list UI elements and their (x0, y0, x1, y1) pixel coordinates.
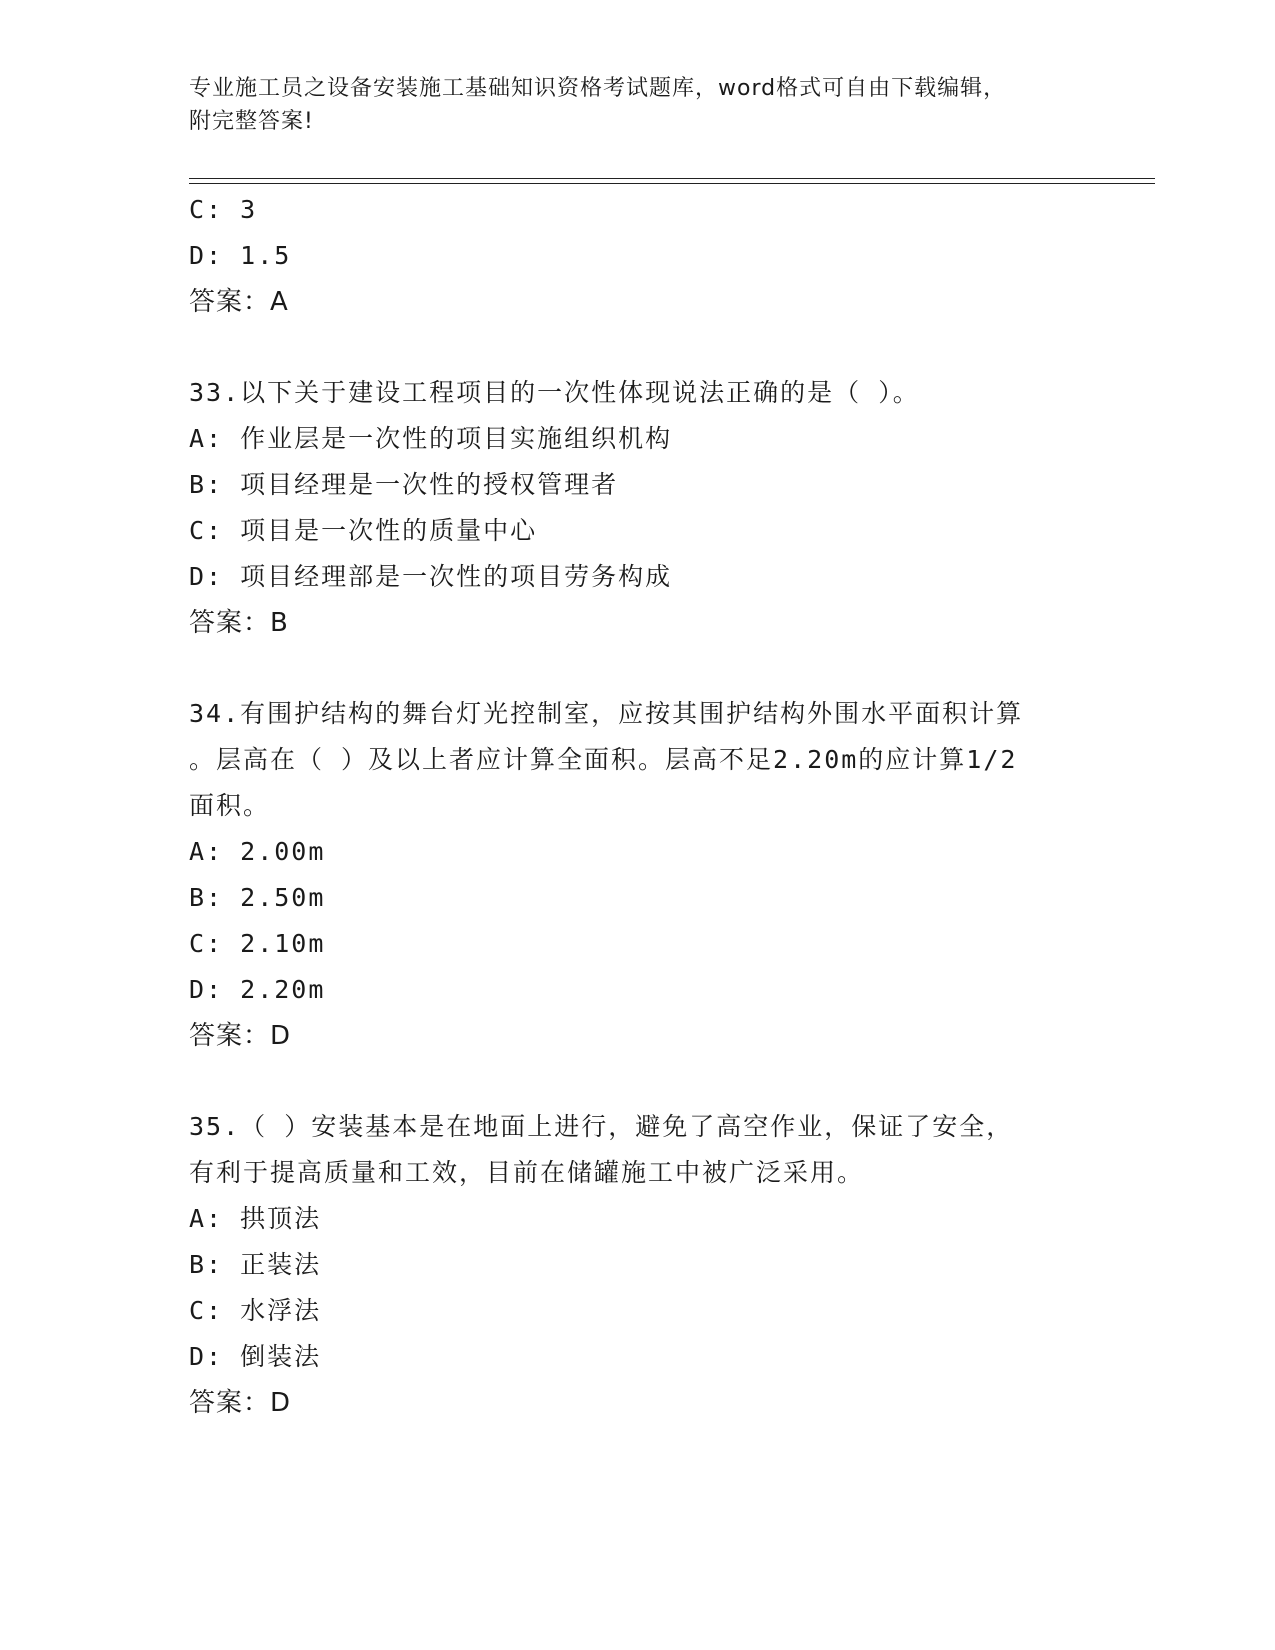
question-stem-line-3: 面积。 (189, 791, 271, 820)
question-list (189, 187, 1089, 1426)
header-line-1: 专业施工员之设备安装施工基础知识资格考试题库，word格式可自由下载编辑， (189, 76, 1007, 101)
spacer (189, 646, 1089, 691)
answer-label: 答案：D (189, 1021, 292, 1051)
question-block-33 (189, 370, 1089, 646)
option-d: D: 倒装法 (189, 1342, 322, 1371)
question-stem-line-2: 有利于提高质量和工效，目前在储罐施工中被广泛采用。 (189, 1158, 865, 1187)
option-c: C: 2.10m (189, 929, 326, 958)
question-stem-line-2: 。层高在（ ）及以上者应计算全面积。层高不足2.20m的应计算1/2 (189, 745, 1018, 774)
option-c: C: 水浮法 (189, 1296, 322, 1325)
question-block-prev (189, 187, 1089, 325)
option-a: A: 拱顶法 (189, 1204, 322, 1233)
option-b: B: 项目经理是一次性的授权管理者 (189, 470, 619, 499)
option-d: D: 2.20m (189, 975, 326, 1004)
header-divider-top (189, 178, 1155, 179)
option-d: D: 1.5 (189, 241, 292, 270)
option-c: C: 项目是一次性的质量中心 (189, 516, 538, 545)
option-b: B: 正装法 (189, 1250, 322, 1279)
option-d: D: 项目经理部是一次性的项目劳务构成 (189, 562, 673, 591)
option-b: B: 2.50m (189, 883, 326, 912)
answer-label: 答案：A (189, 287, 289, 317)
question-block-34 (189, 691, 1089, 1059)
option-c: C: 3 (189, 195, 258, 224)
question-block-35 (189, 1104, 1089, 1426)
question-stem-line-1: 34.有围护结构的舞台灯光控制室，应按其围护结构外围水平面积计算 (189, 699, 1024, 728)
spacer (189, 325, 1089, 370)
question-stem-line-1: 35.（ ）安装基本是在地面上进行，避免了高空作业，保证了安全， (189, 1112, 1014, 1141)
answer-label: 答案：B (189, 608, 289, 638)
document-header (189, 72, 1089, 138)
answer-label: 答案：D (189, 1388, 292, 1418)
header-line-2: 附完整答案! (189, 109, 314, 134)
question-stem: 33.以下关于建设工程项目的一次性体现说法正确的是（ ）。 (189, 378, 920, 407)
option-a: A: 2.00m (189, 837, 326, 866)
spacer (189, 1059, 1089, 1104)
header-divider-bottom (189, 183, 1155, 184)
option-a: A: 作业层是一次性的项目实施组织机构 (189, 424, 673, 453)
